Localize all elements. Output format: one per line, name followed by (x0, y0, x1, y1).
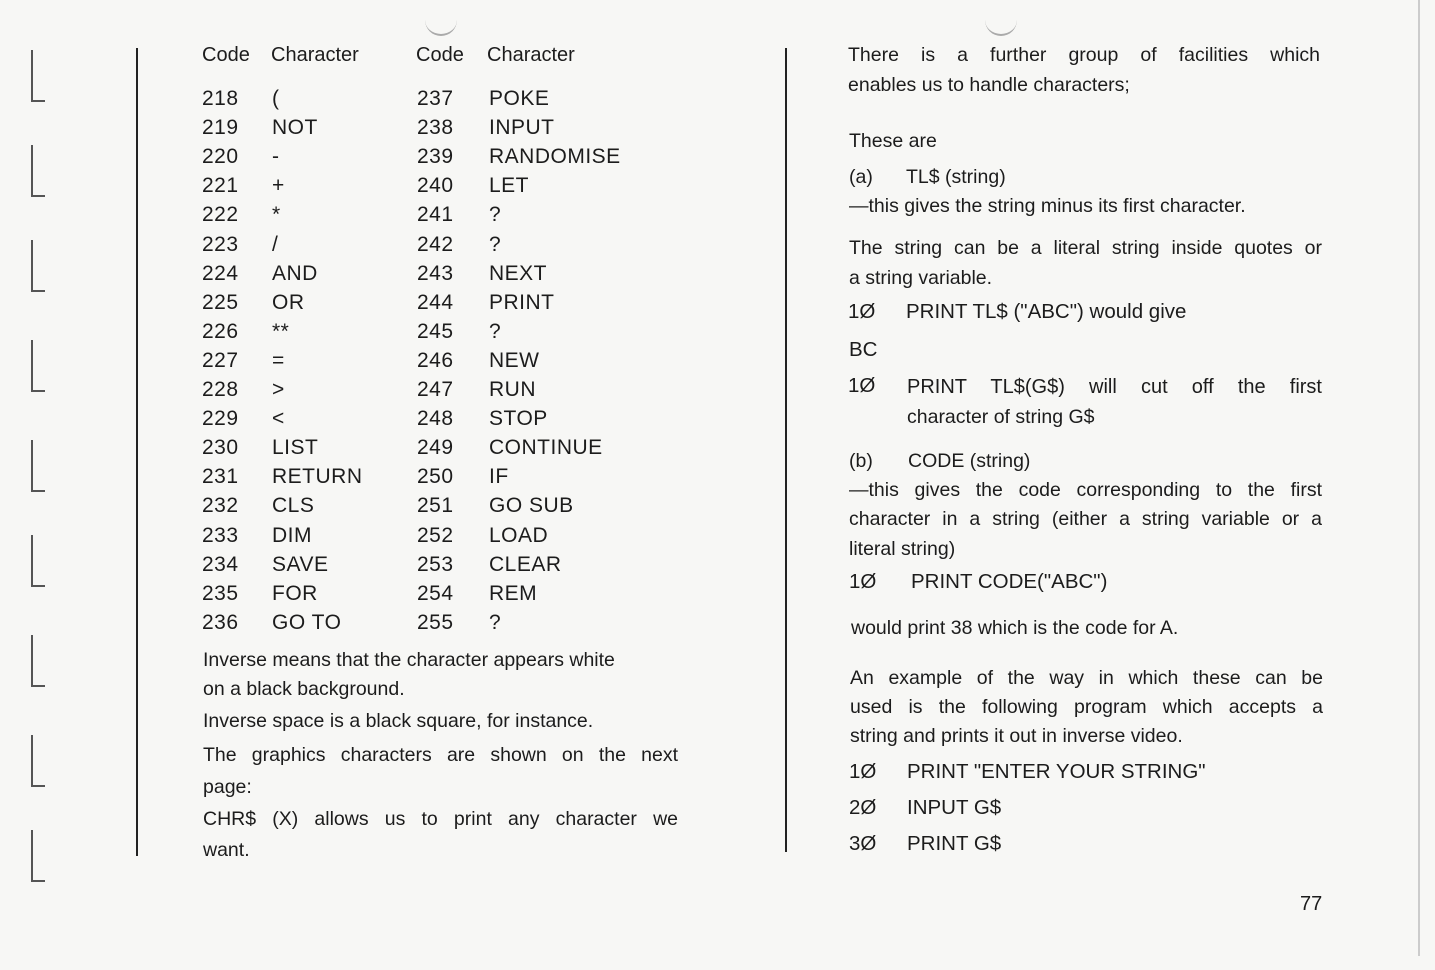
statement: PRINT TL$ ("ABC") would give (906, 300, 1187, 323)
code-cell: 224 (202, 261, 239, 285)
character-cell: POKE (489, 87, 550, 110)
item-b-label: (b) (849, 450, 873, 472)
binder-mark (31, 830, 45, 882)
code-cell: 243 (417, 261, 454, 285)
item-a-label: (a) (849, 166, 873, 188)
statement: PRINT G$ (907, 832, 1002, 855)
item-a-function: TL$ (string) (906, 166, 1006, 188)
program-intro-line: used is the following program which accepts a (850, 696, 1323, 718)
example-3-result: would print 38 which is the code for A. (851, 617, 1179, 639)
binder-mark (31, 145, 45, 197)
line-number: 2Ø (849, 796, 877, 819)
character-cell: LET (489, 174, 530, 198)
header-character: Character (271, 44, 359, 66)
line-number: 1Ø (848, 374, 876, 397)
character-cell: - (272, 145, 280, 169)
character-cell: GO SUB (489, 494, 574, 518)
character-cell: DIM (272, 523, 312, 547)
code-cell: 246 (417, 348, 454, 372)
code-cell: 255 (417, 610, 454, 634)
character-cell: NEXT (489, 261, 548, 285)
statement: PRINT "ENTER YOUR STRING" (907, 760, 1206, 783)
character-cell: LOAD (489, 523, 549, 547)
code-cell: 250 (417, 465, 454, 489)
code-cell: 237 (417, 87, 454, 110)
page-edge (1418, 0, 1420, 956)
program-intro-line: string and prints it out in inverse video. (850, 725, 1183, 747)
code-cell: 228 (202, 378, 239, 401)
code-cell: 236 (202, 610, 239, 634)
statement: PRINT CODE("ABC") (911, 570, 1108, 593)
code-cell: 220 (202, 145, 239, 169)
character-cell: AND (272, 261, 318, 285)
binder-mark (31, 535, 45, 587)
these-are-line: These are (849, 130, 937, 152)
character-cell: ? (489, 203, 502, 227)
code-cell: 226 (202, 319, 239, 343)
code-cell: 234 (202, 552, 239, 576)
example-3-line (849, 570, 1107, 594)
program-line (849, 760, 1206, 784)
punch-hole (425, 10, 457, 36)
binder-mark (31, 440, 45, 492)
example-1-result: BC (849, 338, 878, 361)
character-cell: STOP (489, 407, 548, 431)
code-cell: 242 (417, 232, 454, 256)
code-cell: 223 (202, 232, 239, 256)
character-cell: ? (489, 610, 502, 634)
character-cell: OR (272, 290, 305, 314)
chrs-paragraph-line: want. (203, 839, 250, 861)
binder-mark (31, 50, 45, 102)
literal-paragraph-line: The string can be a literal string inside quotes or (849, 237, 1322, 259)
literal-paragraph-line: a string variable. (849, 267, 993, 289)
code-cell: 240 (417, 174, 454, 198)
header-character: Character (487, 44, 575, 66)
center-column-rule (785, 48, 787, 852)
code-cell: 232 (202, 494, 239, 518)
code-cell: 219 (202, 116, 239, 140)
code-cell: 251 (417, 494, 454, 518)
item-b-description: —this gives the code corresponding to the first (849, 479, 1322, 501)
code-cell: 233 (202, 523, 239, 547)
code-cell: 227 (202, 348, 239, 372)
code-cell: 252 (417, 523, 454, 547)
binder-mark (31, 240, 45, 292)
graphics-paragraph-line: page: (203, 776, 252, 798)
punch-hole (985, 10, 1017, 36)
item-b-function: CODE (string) (908, 450, 1031, 472)
character-cell: RANDOMISE (489, 145, 621, 169)
character-cell: RUN (489, 378, 536, 401)
program-line (849, 796, 1001, 820)
code-cell: 218 (202, 87, 239, 110)
character-cell: < (272, 407, 285, 431)
character-cell: ? (489, 232, 502, 256)
character-cell: IF (489, 465, 509, 489)
character-cell: CLEAR (489, 552, 562, 576)
code-cell: 222 (202, 203, 239, 227)
character-cell: GO TO (272, 610, 342, 634)
character-cell: RETURN (272, 465, 363, 489)
code-cell: 231 (202, 465, 239, 489)
program-line (849, 832, 1001, 856)
program-intro-line: An example of the way in which these can be (850, 667, 1323, 689)
line-number: 1Ø (849, 760, 877, 783)
inverse-paragraph-line: on a black background. (203, 678, 405, 700)
inverse-paragraph-line: Inverse means that the character appears white (203, 649, 615, 671)
character-cell: SAVE (272, 552, 329, 576)
character-cell: CONTINUE (489, 436, 603, 460)
code-cell: 247 (417, 378, 454, 401)
binder-mark (31, 735, 45, 787)
code-cell: 244 (417, 290, 454, 314)
code-cell: 235 (202, 581, 239, 605)
character-cell: + (272, 174, 285, 198)
example-1-line (848, 300, 1186, 324)
character-cell: / (272, 232, 279, 256)
chrs-paragraph-line: CHR$ (X) allows us to print any character we (203, 808, 678, 830)
example-2-statement-cont: character of string G$ (907, 406, 1095, 428)
code-cell: 229 (202, 407, 239, 431)
inverse-space-paragraph: Inverse space is a black square, for instance. (203, 710, 594, 732)
character-cell: LIST (272, 436, 319, 460)
code-cell: 249 (417, 436, 454, 460)
character-cell: CLS (272, 494, 315, 518)
line-number: 3Ø (849, 832, 877, 855)
code-cell: 254 (417, 581, 454, 605)
intro-line: enables us to handle characters; (848, 74, 1130, 96)
header-code: Code (202, 44, 250, 66)
character-cell: FOR (272, 581, 318, 605)
code-cell: 245 (417, 319, 454, 343)
example-2-line (848, 374, 906, 398)
line-number: 1Ø (849, 570, 877, 593)
intro-line: There is a further group of facilities which (848, 44, 1320, 66)
page-number: 77 (1300, 893, 1323, 915)
header-code: Code (416, 44, 464, 66)
statement: INPUT G$ (907, 796, 1002, 819)
code-cell: 221 (202, 174, 239, 198)
code-cell: 241 (417, 203, 454, 227)
character-cell: ** (272, 319, 290, 343)
binder-mark (31, 635, 45, 687)
character-cell: = (272, 348, 285, 372)
character-cell: ( (272, 87, 280, 110)
code-cell: 238 (417, 116, 454, 140)
item-a-description: —this gives the string minus its first character. (849, 195, 1246, 217)
code-cell: 239 (417, 145, 454, 169)
character-cell: NEW (489, 348, 540, 372)
character-cell: NOT (272, 116, 318, 140)
code-cell: 225 (202, 290, 239, 314)
line-number: 1Ø (848, 300, 876, 323)
character-cell: INPUT (489, 116, 555, 140)
left-column-rule (136, 48, 138, 856)
graphics-paragraph-line: The graphics characters are shown on the next (203, 744, 678, 766)
code-cell: 230 (202, 436, 239, 460)
example-2-statement: PRINT TL$(G$) will cut off the first (907, 376, 1322, 398)
character-cell: REM (489, 581, 538, 605)
code-cell: 248 (417, 407, 454, 431)
character-cell: * (272, 203, 281, 227)
item-b-description: literal string) (849, 538, 956, 560)
code-cell: 253 (417, 552, 454, 576)
binder-mark (31, 340, 45, 392)
item-b-description: character in a string (either a string variable or a (849, 508, 1322, 530)
character-cell: > (272, 378, 285, 401)
character-cell: ? (489, 319, 502, 343)
character-cell: PRINT (489, 290, 555, 314)
